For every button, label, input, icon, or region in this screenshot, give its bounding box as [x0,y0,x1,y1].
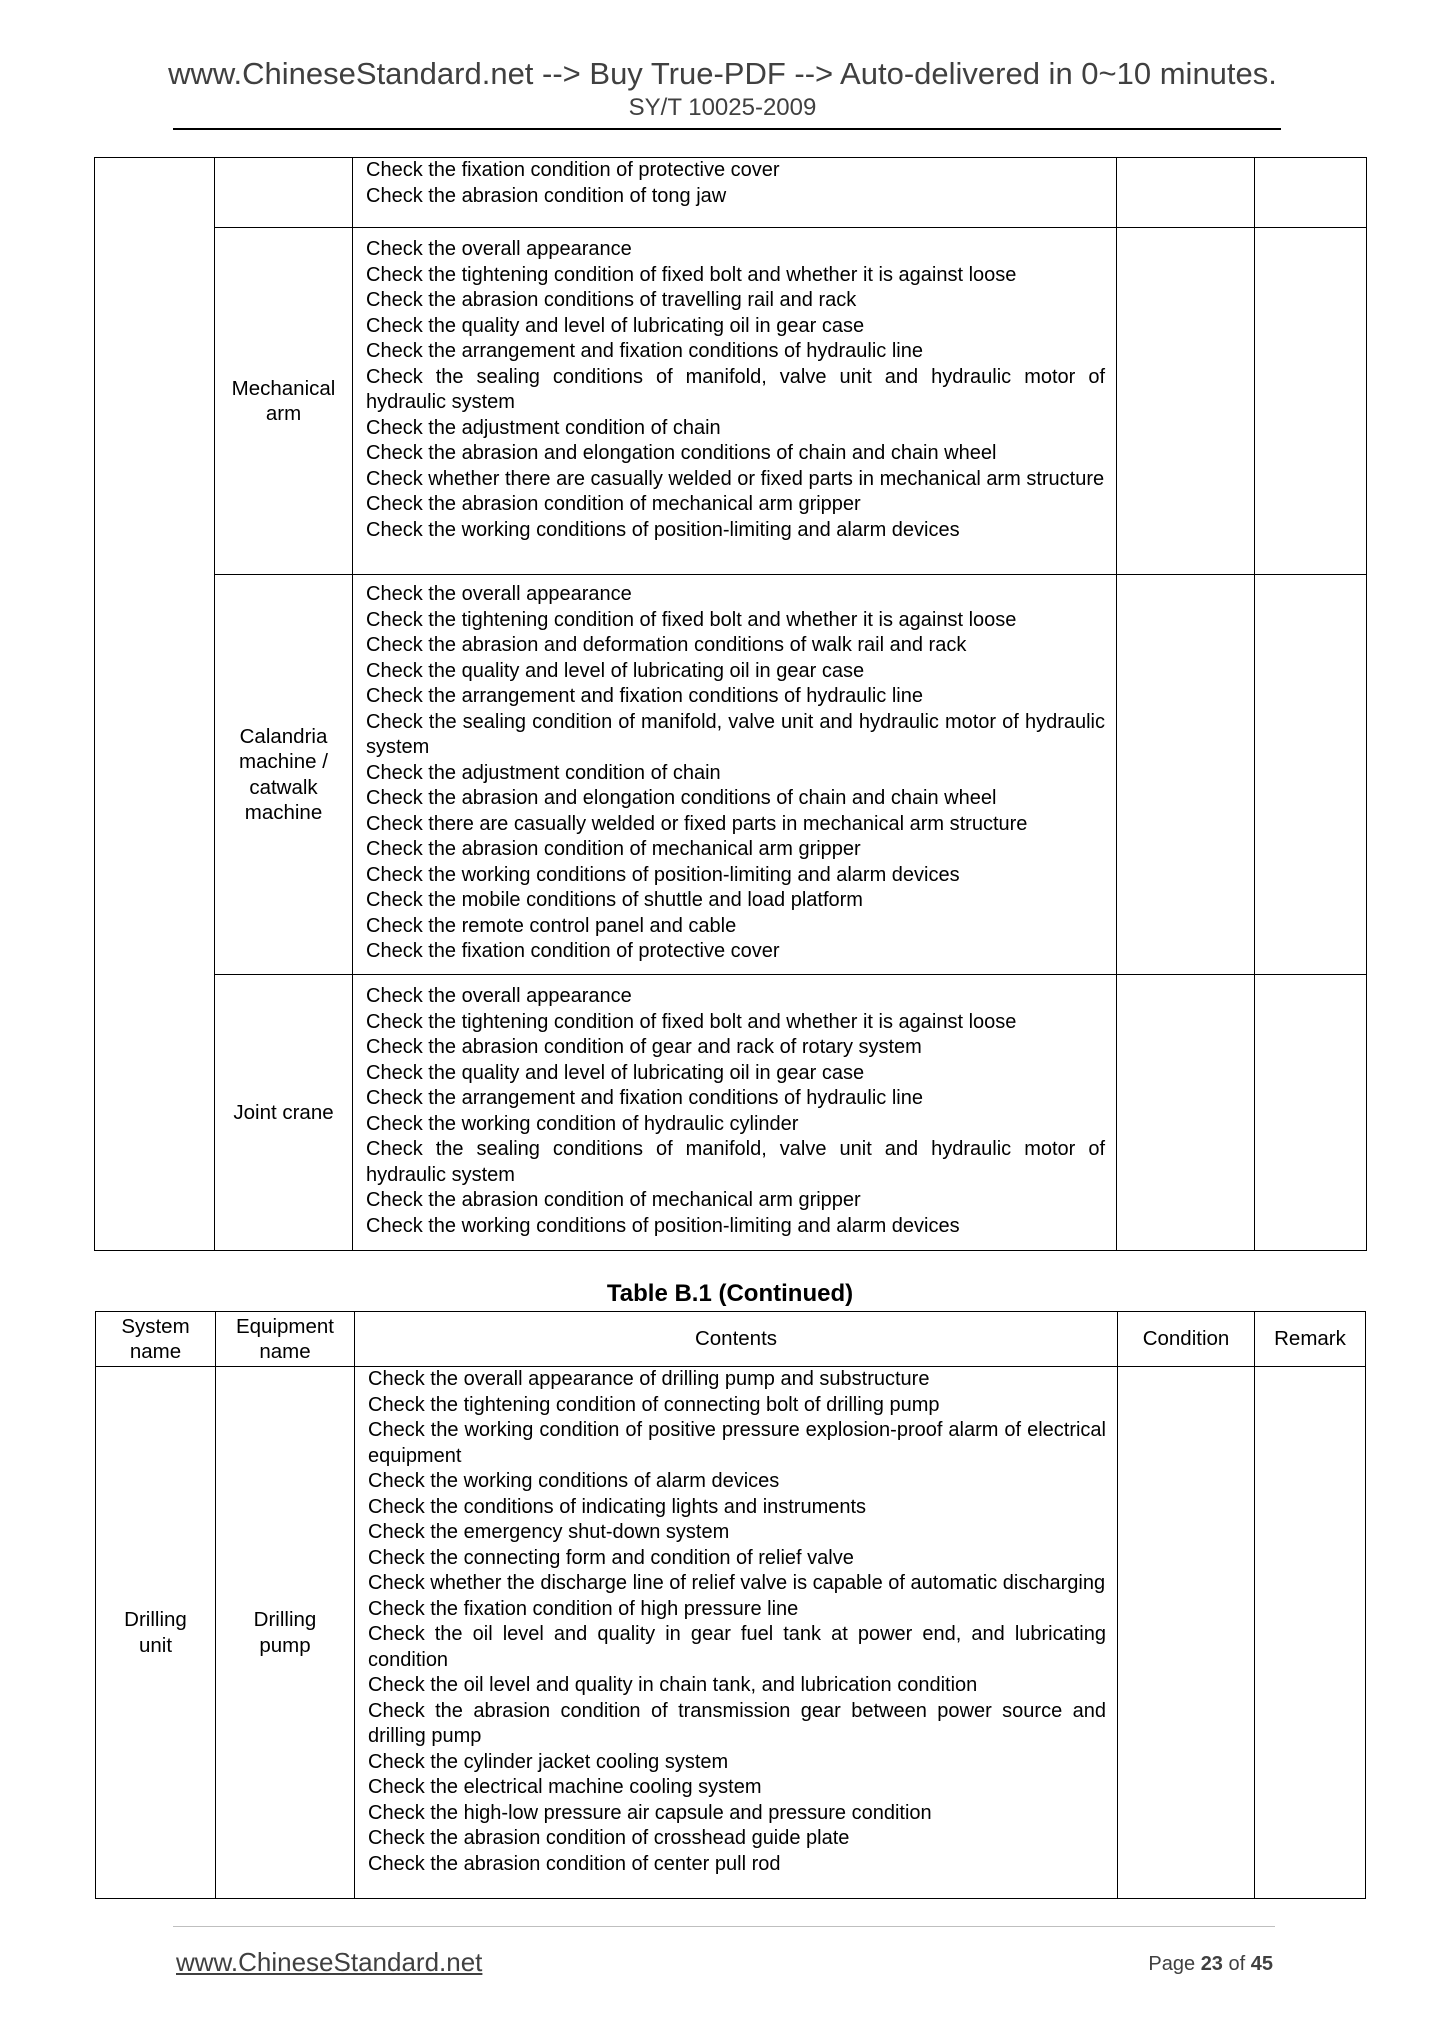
content-line: Check the sealing condition of manifold, valve unit and hydraulic motor of hydraulic system [366,710,1105,758]
content-line: Check the remote control panel and cable [366,914,737,937]
content-line: Check the working condition of hydraulic cylinder [366,1112,799,1135]
page-number: 23 [1200,1953,1223,1975]
content-line: Check the working conditions of alarm devices [368,1470,780,1492]
content-line: Check the abrasion condition of tong jaw [366,184,727,207]
content-line: Check the working conditions of position-limiting and alarm devices [366,863,960,886]
content-line: Check the quality and level of lubricating oil in gear case [366,314,865,337]
page-word: Page [1148,1953,1196,1975]
remark-cell [1255,228,1367,575]
content-line: Check the high-low pressure air capsule and pressure condition [368,1801,932,1824]
table-row [95,975,1367,1251]
inspection-table-continued [94,157,1367,1251]
content-line: Check the tightening condition of fixed bolt and whether it is against loose [366,1010,1017,1033]
footer-divider [173,1926,1275,1927]
content-line: Check the arrangement and fixation conditions of hydraulic line [366,685,923,707]
equipment-name-cell: Drilling pump [216,1367,355,1899]
content-line: Check the fixation condition of protective cover [366,940,780,962]
equipment-name-cell: Joint crane [215,975,353,1251]
content-line: Check the abrasion condition of mechanical arm gripper [366,1189,861,1211]
contents-cell [355,1367,1118,1899]
equipment-name-cell: Calandria machine / catwalk machine [215,575,353,975]
content-line: Check the abrasion and deformation conditions of walk rail and rack [366,634,967,656]
content-line: Check the electrical machine cooling system [368,1776,762,1798]
content-line: Check the abrasion condition of mechanical arm gripper [366,493,861,515]
condition-cell [1117,575,1255,975]
table-row [95,228,1367,575]
content-line: Check the conditions of indicating lights and instruments [368,1495,867,1518]
contents-cell [353,228,1117,575]
header-equipment-name: Equipment name [216,1312,355,1367]
system-name-cell: Drilling unit [96,1367,216,1899]
content-line: Check the adjustment condition of chain [366,416,721,439]
content-line: Check the fixation condition of protective cover [366,159,780,181]
content-line: Check the oil level and quality in chain tank, and lubrication condition [368,1674,978,1696]
contents-cell [353,158,1117,228]
header-condition: Condition [1118,1312,1255,1367]
content-line: Check the cylinder jacket cooling system [368,1750,729,1773]
total-pages: 45 [1250,1953,1273,1975]
content-line: Check the overall appearance of drilling pump and substructure [368,1368,930,1390]
header-banner: www.ChineseStandard.net --> Buy True-PDF --> Auto-delivered in 0~10 minutes. [168,56,1277,91]
content-line: Check whether the discharge line of relief valve is capable of automatic discharging [368,1572,1106,1594]
content-line: Check the tightening condition of fixed bolt and whether it is against loose [366,263,1017,286]
remark-cell [1255,1367,1366,1899]
content-line: Check the sealing conditions of manifold, valve unit and hydraulic motor of hydraulic system [366,365,1105,413]
remark-cell [1255,975,1367,1251]
content-line: Check the quality and level of lubricating oil in gear case [366,1061,865,1084]
content-line: Check the sealing conditions of manifold, valve unit and hydraulic motor of hydraulic system [366,1138,1105,1186]
content-line: Check the arrangement and fixation conditions of hydraulic line [366,1087,923,1109]
header-system-name: System name [96,1312,216,1367]
header-contents: Contents [355,1312,1118,1367]
table-header-row [96,1312,1366,1367]
content-line: Check the connecting form and condition of relief valve [368,1546,854,1569]
content-line: Check there are casually welded or fixed parts in mechanical arm structure [366,812,1028,835]
content-line: Check whether there are casually welded or fixed parts in mechanical arm structure [366,467,1105,490]
content-line: Check the abrasion condition of gear and rack of rotary system [366,1036,922,1058]
table-caption: Table B.1 (Continued) [606,1280,854,1307]
content-line: Check the abrasion condition of crosshead guide plate [368,1827,850,1849]
contents-cell [353,975,1117,1251]
content-line: Check the emergency shut-down system [368,1521,730,1543]
condition-cell [1117,228,1255,575]
content-line: Check the abrasion conditions of travelling rail and rack [366,289,857,311]
inspection-table [95,1311,1366,1899]
content-line: Check the overall appearance [366,238,632,260]
content-line: Check the fixation condition of high pressure line [368,1597,799,1620]
content-line: Check the tightening condition of connecting bolt of drilling pump [368,1393,940,1416]
content-line: Check the overall appearance [366,583,632,605]
of-word: of [1228,1953,1246,1975]
table-row [95,575,1367,975]
content-line: Check the working conditions of position-limiting and alarm devices [366,518,960,541]
header-remark: Remark [1255,1312,1366,1367]
content-line: Check the abrasion and elongation conditions of chain and chain wheel [366,442,997,464]
content-line: Check the tightening condition of fixed bolt and whether it is against loose [366,608,1017,631]
table-row [96,1367,1366,1899]
remark-cell [1255,158,1367,228]
equipment-name-cell [215,158,353,228]
header-divider [173,128,1281,130]
content-line: Check the quality and level of lubricating oil in gear case [366,659,865,682]
footer-site-link[interactable]: www.ChineseStandard.net [176,1947,483,1977]
content-line: Check the working condition of positive pressure explosion-proof alarm of electrical equipment [368,1419,1106,1467]
content-line: Check the abrasion condition of center pull rod [368,1852,781,1875]
content-line: Check the abrasion condition of transmission gear between power source and drilling pump [368,1699,1106,1747]
content-line: Check the abrasion and elongation conditions of chain and chain wheel [366,787,997,809]
condition-cell [1118,1367,1255,1899]
contents-cell [353,575,1117,975]
content-line: Check the working conditions of position-limiting and alarm devices [366,1214,960,1237]
standard-code: SY/T 10025-2009 [628,94,817,121]
table-row [95,158,1367,228]
content-line: Check the oil level and quality in gear fuel tank at power end, and lubricating condition [368,1623,1106,1671]
remark-cell [1255,575,1367,975]
content-line: Check the arrangement and fixation conditions of hydraulic line [366,340,923,362]
content-line: Check the abrasion condition of mechanical arm gripper [366,838,861,860]
content-line: Check the overall appearance [366,985,632,1007]
page-indicator [1148,1954,1273,1974]
content-line: Check the mobile conditions of shuttle and load platform [366,889,863,911]
condition-cell [1117,975,1255,1251]
condition-cell [1117,158,1255,228]
content-line: Check the adjustment condition of chain [366,761,721,784]
system-name-cell [95,158,215,1251]
equipment-name-cell: Mechanical arm [215,228,353,575]
